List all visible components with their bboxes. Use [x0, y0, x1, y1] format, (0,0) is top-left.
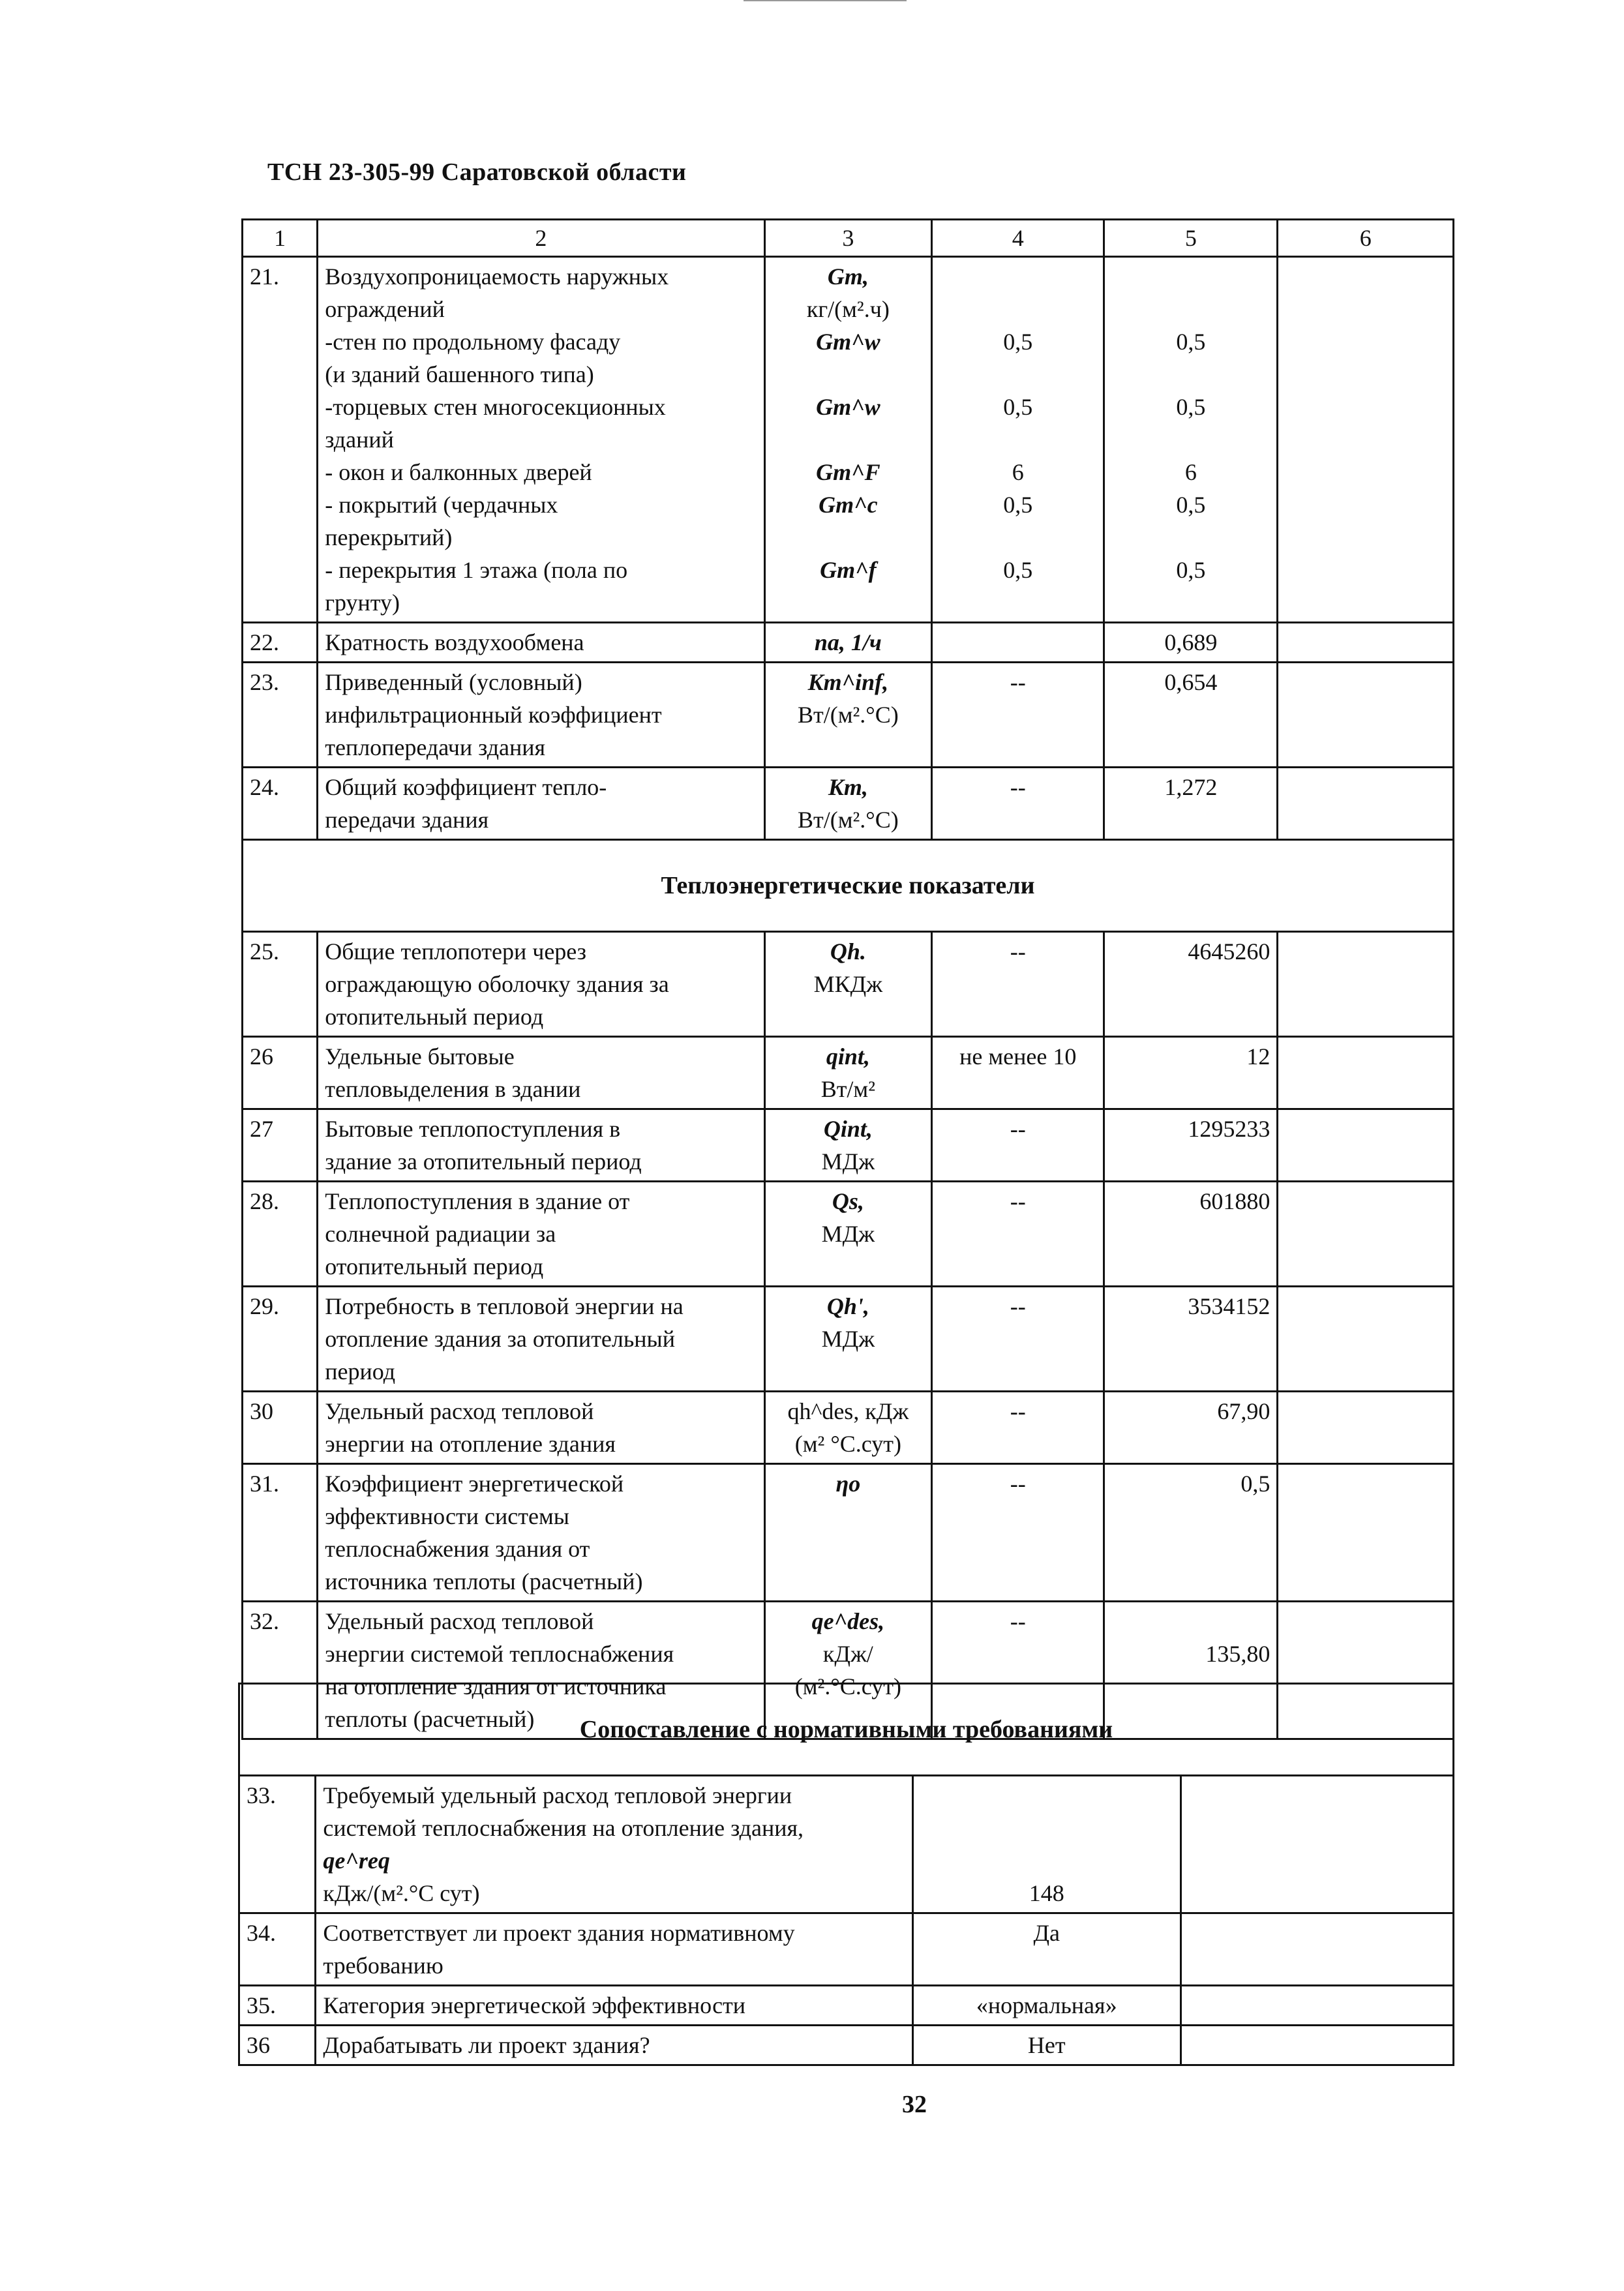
row-calc-value: 3534152 [1104, 1287, 1278, 1392]
row-fact-value [1278, 663, 1454, 768]
row-extra [1180, 1913, 1453, 1986]
row-number: 32. [243, 1602, 318, 1739]
unit-symbol: qh^des, кДж [787, 1398, 909, 1424]
row-number: 22. [243, 623, 318, 663]
row-unit [764, 1037, 932, 1109]
text-line: теплоснабжения здания от [325, 1536, 590, 1562]
row-norm-value: -- [932, 1287, 1104, 1392]
row-norm-value: -- [932, 1182, 1104, 1287]
row-unit [764, 768, 932, 840]
unit-text: МДж [821, 1221, 875, 1247]
row-norm-value: -- [932, 1392, 1104, 1464]
row-description [318, 1109, 764, 1182]
text-line: грунту) [325, 590, 400, 616]
value: 0,5 [1003, 492, 1033, 518]
row-extra [1180, 1986, 1453, 2026]
row-description [318, 932, 764, 1037]
value: 0,5 [1176, 394, 1206, 420]
row-calc-value: 1,272 [1104, 768, 1278, 840]
row-extra [1180, 1776, 1453, 1913]
unit-text: Вт/(м².°С) [797, 702, 899, 728]
row-description [316, 1913, 912, 1986]
row-fact-value [1278, 257, 1454, 623]
unit-symbol: qint, [826, 1043, 870, 1070]
table-row-29 [243, 1287, 1454, 1392]
unit-text: МКДж [813, 971, 883, 997]
row-number: 23. [243, 663, 318, 768]
row-calc-value: 0,689 [1104, 623, 1278, 663]
row-calc-value: 67,90 [1104, 1392, 1278, 1464]
text-line: -стен по продольному фасаду [325, 329, 621, 355]
text-line: тепловыделения в здании [325, 1076, 581, 1102]
page-number: 32 [902, 2091, 927, 2118]
row-norm-value: -- [932, 1464, 1104, 1602]
col-number-2: 2 [318, 220, 764, 257]
unit-symbol: Km^inf, [807, 669, 889, 695]
text-line: источника теплоты (расчетный) [325, 1568, 643, 1595]
unit-symbol: Gm^c [819, 492, 878, 518]
row-norm-value: -- [932, 932, 1104, 1037]
row-calc-value: 12 [1104, 1037, 1278, 1109]
text-line: энергии системой теплоснабжения [325, 1641, 674, 1667]
row-fact-value [1278, 1182, 1454, 1287]
indicators-table [241, 218, 1454, 1740]
row-unit [764, 1287, 932, 1392]
text-line: системой теплоснабжения на отопление здания, [323, 1815, 804, 1841]
row-calc-value: 601880 [1104, 1182, 1278, 1287]
row-unit [764, 663, 932, 768]
unit-text: МДж [821, 1326, 875, 1352]
text-line: ограждений [325, 296, 445, 322]
text-line: теплоты (расчетный) [325, 1706, 535, 1732]
text-line: здание за отопительный период [325, 1148, 642, 1175]
table-row-25 [243, 932, 1454, 1037]
row-number: 24. [243, 768, 318, 840]
row-description [318, 1464, 764, 1602]
unit-symbol: Km, [828, 774, 868, 800]
unit-text: Вт/м² [820, 1076, 876, 1102]
text-line: - покрытий (чердачных [325, 492, 558, 518]
row-calc-value: 0,5 [1104, 1464, 1278, 1602]
col-number-5: 5 [1104, 220, 1278, 257]
unit-symbol: Qh', [826, 1293, 869, 1319]
table-row-21 [243, 257, 1454, 623]
unit-symbol: Qh. [830, 938, 866, 965]
row-unit [764, 932, 932, 1037]
text-line: Требуемый удельный расход тепловой энергии [323, 1782, 792, 1808]
row-value: 148 [912, 1776, 1180, 1913]
row-fact-value [1278, 1287, 1454, 1392]
text-line: Общий коэффициент тепло- [325, 774, 607, 800]
unit-symbol: Gm^w [816, 394, 880, 420]
text-line: - перекрытия 1 этажа (пола по [325, 557, 628, 583]
text-line: зданий [325, 427, 394, 453]
value: 6 [1012, 459, 1024, 485]
col-number-3: 3 [764, 220, 932, 257]
row-calc-value: 4645260 [1104, 932, 1278, 1037]
text-line: -торцевых стен многосекционных [325, 394, 666, 420]
unit-symbol: Gm^w [816, 329, 880, 355]
row-description: Кратность воздухообмена [318, 623, 764, 663]
text-line: теплопередачи здания [325, 734, 546, 760]
value: 0,5 [1003, 329, 1033, 355]
row-fact-value [1278, 932, 1454, 1037]
row-norm-value [932, 623, 1104, 663]
row-description: Дорабатывать ли проект здания? [316, 2026, 912, 2065]
value: 0,5 [1176, 492, 1206, 518]
comparison-table [238, 1683, 1454, 2066]
value: 0,5 [1003, 557, 1033, 583]
text-line: Бытовые теплопоступления в [325, 1116, 621, 1142]
table-row-28 [243, 1182, 1454, 1287]
row-unit [764, 1109, 932, 1182]
text-line: Удельные бытовые [325, 1043, 515, 1070]
row-calc-values [1104, 257, 1278, 623]
value: 0,5 [1176, 329, 1206, 355]
row-unit [764, 1392, 932, 1464]
table-row-26 [243, 1037, 1454, 1109]
column-number-row [243, 220, 1454, 257]
row-number: 25. [243, 932, 318, 1037]
section-heading-row [239, 1684, 1454, 1776]
text-line: период [325, 1358, 396, 1385]
row-number: 31. [243, 1464, 318, 1602]
text-line: отопление здания за отопительный [325, 1326, 676, 1352]
row-unit [764, 1182, 932, 1287]
row-number: 33. [239, 1776, 316, 1913]
row-number: 35. [239, 1986, 316, 2026]
text-line: qe^req [323, 1848, 390, 1874]
row-norm-value: -- [932, 1109, 1104, 1182]
text-line: - окон и балконных дверей [325, 459, 592, 485]
row-norm-values [932, 257, 1104, 623]
col-number-1: 1 [243, 220, 318, 257]
text-line: на отопление здания от источника [325, 1673, 667, 1700]
unit-text: МДж [821, 1148, 875, 1175]
row-calc-value: 0,654 [1104, 663, 1278, 768]
unit-text: (м².°С.сут) [794, 1673, 901, 1700]
row-description [318, 1287, 764, 1392]
row-norm-value: -- [932, 663, 1104, 768]
text-line: энергии на отопление здания [325, 1431, 616, 1457]
row-unit: na, 1/ч [764, 623, 932, 663]
table-row-36 [239, 2026, 1454, 2065]
text-line: Соответствует ли проект здания нормативному [323, 1920, 795, 1946]
row-fact-value [1278, 623, 1454, 663]
row-description [318, 663, 764, 768]
row-number: 34. [239, 1913, 316, 1986]
table-row-24 [243, 768, 1454, 840]
value: 135,80 [1205, 1641, 1271, 1667]
text-line: солнечной радиации за [325, 1221, 556, 1247]
row-description [318, 1182, 764, 1287]
table-row-23 [243, 663, 1454, 768]
section-heading-comparison: Сопоставление с нормативными требованиями [239, 1684, 1454, 1776]
unit-symbol: Gm^F [816, 459, 880, 485]
col-number-6: 6 [1278, 220, 1454, 257]
row-fact-value [1278, 1392, 1454, 1464]
unit-symbol: Gm^f [820, 557, 877, 583]
row-unit [764, 257, 932, 623]
section-heading-row [243, 840, 1454, 932]
text-line: Приведенный (условный) [325, 669, 582, 695]
unit-symbol: Gm, [827, 263, 869, 290]
text-line: Теплопоступления в здание от [325, 1188, 630, 1214]
col-number-4: 4 [932, 220, 1104, 257]
unit-text: кДж/ [822, 1641, 873, 1667]
value: 0,5 [1176, 557, 1206, 583]
row-norm-value: -- [932, 1602, 1104, 1739]
table-row-31 [243, 1464, 1454, 1602]
table-row-30 [243, 1392, 1454, 1464]
row-value: Нет [912, 2026, 1180, 2065]
row-calc-value: 1295233 [1104, 1109, 1278, 1182]
text-line: (и зданий башенного типа) [325, 361, 594, 387]
row-norm-value: не менее 10 [932, 1037, 1104, 1109]
unit-text: Вт/(м².°С) [797, 807, 899, 833]
text-line: Удельный расход тепловой [325, 1398, 594, 1424]
table-row-22 [243, 623, 1454, 663]
row-number: 29. [243, 1287, 318, 1392]
unit-symbol: qe^des, [811, 1608, 885, 1634]
table-row-34 [239, 1913, 1454, 1986]
unit-symbol: Qs, [832, 1188, 864, 1214]
row-number: 26 [243, 1037, 318, 1109]
value: 6 [1184, 459, 1197, 485]
row-extra [1180, 2026, 1453, 2065]
table-row-27 [243, 1109, 1454, 1182]
row-fact-value [1278, 768, 1454, 840]
row-fact-value [1278, 1037, 1454, 1109]
table-row-33 [239, 1776, 1454, 1913]
value: 0,5 [1003, 394, 1033, 420]
document-header: ТСН 23-305-99 Саратовской области [267, 158, 687, 186]
row-value: «нормальная» [912, 1986, 1180, 2026]
text-line: инфильтрационный коэффициент [325, 702, 662, 728]
row-fact-value [1278, 1464, 1454, 1602]
text-line: перекрытий) [325, 524, 453, 550]
row-number: 30 [243, 1392, 318, 1464]
row-description [318, 1392, 764, 1464]
row-description [318, 1037, 764, 1109]
text-line: ограждающую оболочку здания за [325, 971, 669, 997]
row-number: 21. [243, 257, 318, 623]
scan-top-line [744, 0, 907, 1]
unit-symbol: ηo [835, 1471, 861, 1497]
text-line: Потребность в тепловой энергии на [325, 1293, 684, 1319]
text-line: Воздухопроницаемость наружных [325, 263, 669, 290]
text-line: Удельный расход тепловой [325, 1608, 594, 1634]
section-heading-thermal: Теплоэнергетические показатели [243, 840, 1454, 932]
row-number: 27 [243, 1109, 318, 1182]
row-description [318, 768, 764, 840]
unit-symbol: Qint, [823, 1116, 873, 1142]
text-line: отопительный период [325, 1004, 544, 1030]
text-line: передачи здания [325, 807, 489, 833]
row-value: Да [912, 1913, 1180, 1986]
row-fact-value [1278, 1109, 1454, 1182]
row-description [318, 257, 764, 623]
unit-text: (м² °С.сут) [794, 1431, 901, 1457]
text-line: Общие теплопотери через [325, 938, 586, 965]
row-number: 36 [239, 2026, 316, 2065]
text-line: Коэффициент энергетической [325, 1471, 624, 1497]
text-line: требованию [323, 1953, 444, 1979]
row-norm-value: -- [932, 768, 1104, 840]
row-description: Категория энергетической эффективности [316, 1986, 912, 2026]
row-number: 28. [243, 1182, 318, 1287]
text-line: отопительный период [325, 1253, 544, 1280]
row-description [316, 1776, 912, 1913]
text-line: кДж/(м².°С сут) [323, 1880, 480, 1906]
table-row-35 [239, 1986, 1454, 2026]
row-unit [764, 1464, 932, 1602]
text-line: эффективности системы [325, 1503, 569, 1529]
unit-text: кг/(м².ч) [806, 296, 890, 322]
